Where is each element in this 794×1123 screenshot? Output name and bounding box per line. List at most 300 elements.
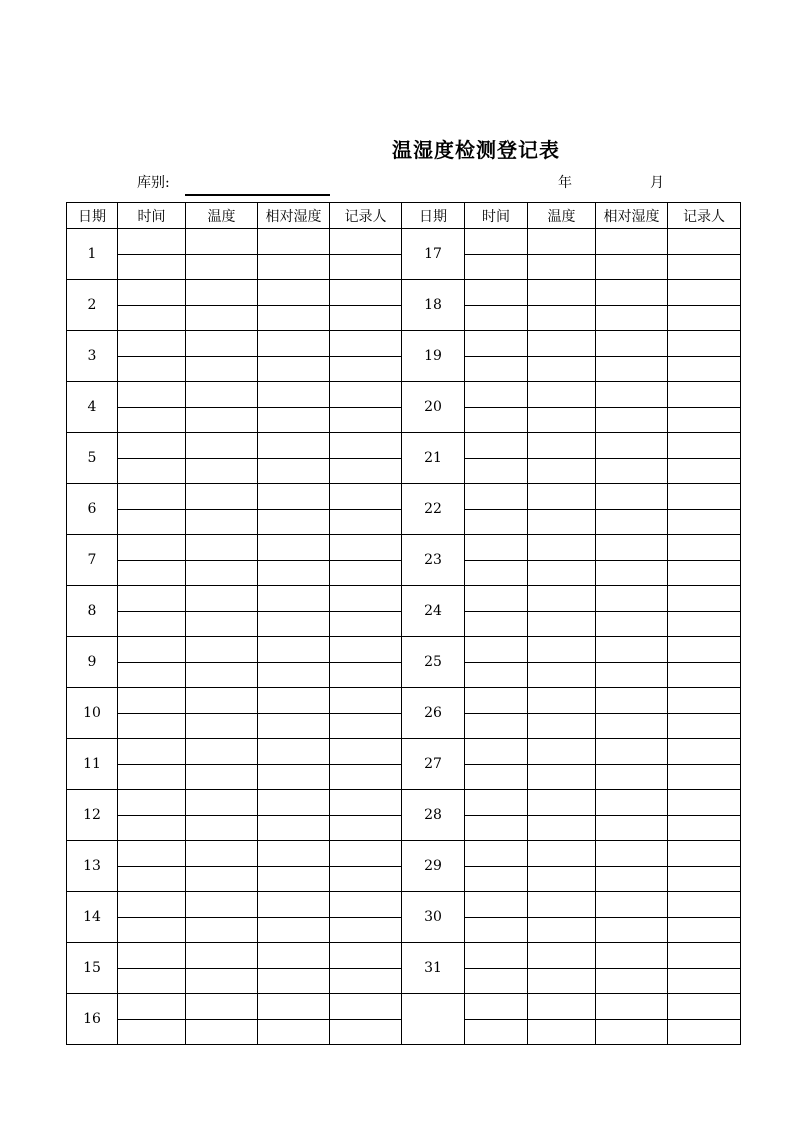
humidity-cell[interactable]: [258, 662, 330, 688]
humidity-cell[interactable]: [258, 382, 330, 408]
time-cell[interactable]: [118, 892, 186, 918]
day-cell-right: 22: [402, 484, 465, 535]
temperature-cell[interactable]: [186, 994, 258, 1020]
time-cell[interactable]: [118, 994, 186, 1020]
humidity-cell[interactable]: [596, 535, 668, 561]
table-row: [67, 280, 741, 306]
time-cell[interactable]: [118, 764, 186, 790]
time-cell[interactable]: [118, 688, 186, 714]
recorder-cell[interactable]: [330, 433, 402, 459]
time-cell[interactable]: [465, 280, 528, 306]
temperature-cell[interactable]: [186, 764, 258, 790]
time-cell[interactable]: [118, 305, 186, 331]
time-cell[interactable]: [465, 229, 528, 255]
humidity-cell[interactable]: [596, 254, 668, 280]
recorder-cell[interactable]: [330, 790, 402, 816]
table-row: [67, 535, 741, 561]
day-cell-left: 16: [67, 994, 118, 1045]
time-cell[interactable]: [465, 943, 528, 969]
humidity-cell[interactable]: [258, 484, 330, 510]
temperature-cell[interactable]: [186, 968, 258, 994]
temperature-cell[interactable]: [186, 509, 258, 535]
time-cell[interactable]: [465, 509, 528, 535]
temperature-cell[interactable]: [528, 535, 596, 561]
temperature-cell[interactable]: [528, 917, 596, 943]
recorder-cell[interactable]: [330, 611, 402, 637]
recorder-cell[interactable]: [330, 458, 402, 484]
recorder-cell[interactable]: [330, 1019, 402, 1045]
humidity-cell[interactable]: [258, 560, 330, 586]
humidity-cell[interactable]: [258, 994, 330, 1020]
recorder-cell[interactable]: [330, 917, 402, 943]
temperature-cell[interactable]: [528, 943, 596, 969]
time-cell[interactable]: [118, 407, 186, 433]
temperature-cell[interactable]: [186, 790, 258, 816]
recorder-cell[interactable]: [330, 892, 402, 918]
temperature-cell[interactable]: [528, 739, 596, 765]
recorder-cell[interactable]: [668, 968, 741, 994]
recorder-cell[interactable]: [330, 994, 402, 1020]
humidity-cell[interactable]: [596, 790, 668, 816]
temperature-cell[interactable]: [186, 280, 258, 306]
time-cell[interactable]: [118, 1019, 186, 1045]
day-cell-right: 21: [402, 433, 465, 484]
time-cell[interactable]: [465, 382, 528, 408]
table-row: [67, 688, 741, 714]
day-cell-right: 30: [402, 892, 465, 943]
humidity-cell[interactable]: [258, 790, 330, 816]
recorder-cell[interactable]: [330, 637, 402, 663]
humidity-cell[interactable]: [258, 739, 330, 765]
humidity-cell[interactable]: [258, 433, 330, 459]
recorder-cell[interactable]: [668, 535, 741, 561]
temperature-cell[interactable]: [528, 764, 596, 790]
temperature-cell[interactable]: [186, 637, 258, 663]
time-cell[interactable]: [118, 713, 186, 739]
humidity-cell[interactable]: [258, 458, 330, 484]
humidity-cell[interactable]: [596, 892, 668, 918]
recorder-cell[interactable]: [668, 433, 741, 459]
recorder-cell[interactable]: [330, 713, 402, 739]
recorder-cell[interactable]: [668, 943, 741, 969]
humidity-cell[interactable]: [596, 1019, 668, 1045]
day-cell-right: 26: [402, 688, 465, 739]
temperature-cell[interactable]: [528, 560, 596, 586]
temperature-cell[interactable]: [186, 382, 258, 408]
temperature-cell[interactable]: [186, 943, 258, 969]
time-cell[interactable]: [465, 866, 528, 892]
humidity-cell[interactable]: [596, 841, 668, 867]
temperature-cell[interactable]: [528, 407, 596, 433]
day-cell-right: 19: [402, 331, 465, 382]
temperature-cell[interactable]: [528, 229, 596, 255]
table-row: [67, 586, 741, 612]
time-cell[interactable]: [465, 1019, 528, 1045]
recorder-cell[interactable]: [330, 662, 402, 688]
recorder-cell[interactable]: [668, 509, 741, 535]
temperature-cell[interactable]: [528, 815, 596, 841]
recorder-cell[interactable]: [330, 407, 402, 433]
day-cell-left: 10: [67, 688, 118, 739]
table-row: [67, 892, 741, 918]
temperature-cell[interactable]: [528, 790, 596, 816]
recorder-cell[interactable]: [330, 943, 402, 969]
time-cell[interactable]: [465, 484, 528, 510]
temperature-cell[interactable]: [186, 866, 258, 892]
temperature-cell[interactable]: [528, 458, 596, 484]
temperature-cell[interactable]: [186, 1019, 258, 1045]
recorder-cell[interactable]: [330, 382, 402, 408]
recorder-cell[interactable]: [668, 841, 741, 867]
time-cell[interactable]: [465, 458, 528, 484]
temperature-cell[interactable]: [528, 637, 596, 663]
humidity-cell[interactable]: [258, 943, 330, 969]
recorder-cell[interactable]: [330, 866, 402, 892]
time-cell[interactable]: [118, 815, 186, 841]
temperature-cell[interactable]: [186, 815, 258, 841]
temperature-cell[interactable]: [186, 841, 258, 867]
recorder-cell[interactable]: [668, 356, 741, 382]
humidity-cell[interactable]: [596, 433, 668, 459]
time-cell[interactable]: [118, 586, 186, 612]
time-cell[interactable]: [118, 560, 186, 586]
temperature-cell[interactable]: [528, 866, 596, 892]
recorder-cell[interactable]: [330, 739, 402, 765]
table-row: [67, 739, 741, 765]
humidity-cell[interactable]: [596, 458, 668, 484]
humidity-cell[interactable]: [258, 637, 330, 663]
temperature-cell[interactable]: [186, 305, 258, 331]
recorder-cell[interactable]: [668, 815, 741, 841]
humidity-cell[interactable]: [258, 586, 330, 612]
humidity-cell[interactable]: [258, 356, 330, 382]
time-cell[interactable]: [118, 943, 186, 969]
day-cell-right: 24: [402, 586, 465, 637]
temperature-cell[interactable]: [186, 407, 258, 433]
day-cell-right: 20: [402, 382, 465, 433]
time-cell[interactable]: [118, 331, 186, 357]
temperature-cell[interactable]: [528, 586, 596, 612]
recorder-cell[interactable]: [668, 917, 741, 943]
recorder-cell[interactable]: [330, 968, 402, 994]
time-cell[interactable]: [118, 280, 186, 306]
time-cell[interactable]: [465, 586, 528, 612]
temperature-cell[interactable]: [186, 586, 258, 612]
day-cell-left: 12: [67, 790, 118, 841]
recorder-cell[interactable]: [330, 560, 402, 586]
day-cell-left: 9: [67, 637, 118, 688]
day-cell-left: 13: [67, 841, 118, 892]
humidity-cell[interactable]: [258, 509, 330, 535]
recorder-cell[interactable]: [668, 586, 741, 612]
recorder-cell[interactable]: [668, 560, 741, 586]
humidity-cell[interactable]: [596, 917, 668, 943]
humidity-cell[interactable]: [258, 866, 330, 892]
recorder-cell[interactable]: [668, 892, 741, 918]
day-cell-left: 1: [67, 229, 118, 280]
time-cell[interactable]: [118, 356, 186, 382]
recorder-cell[interactable]: [330, 280, 402, 306]
temperature-cell[interactable]: [528, 254, 596, 280]
time-cell[interactable]: [118, 254, 186, 280]
time-cell[interactable]: [465, 331, 528, 357]
humidity-cell[interactable]: [596, 611, 668, 637]
temperature-cell[interactable]: [528, 484, 596, 510]
humidity-cell[interactable]: [596, 305, 668, 331]
time-cell[interactable]: [465, 994, 528, 1020]
time-cell[interactable]: [465, 688, 528, 714]
humidity-cell[interactable]: [258, 331, 330, 357]
humidity-cell[interactable]: [258, 815, 330, 841]
header-temperature: 温度: [186, 203, 258, 229]
recorder-cell[interactable]: [330, 484, 402, 510]
temperature-cell[interactable]: [528, 382, 596, 408]
temperature-cell[interactable]: [528, 688, 596, 714]
temperature-cell[interactable]: [528, 331, 596, 357]
temperature-cell[interactable]: [528, 994, 596, 1020]
time-cell[interactable]: [118, 917, 186, 943]
recorder-cell[interactable]: [668, 790, 741, 816]
humidity-cell[interactable]: [596, 713, 668, 739]
temperature-cell[interactable]: [186, 739, 258, 765]
time-cell[interactable]: [465, 637, 528, 663]
humidity-cell[interactable]: [258, 305, 330, 331]
temperature-cell[interactable]: [528, 968, 596, 994]
time-cell[interactable]: [465, 433, 528, 459]
day-cell-left: 4: [67, 382, 118, 433]
recorder-cell[interactable]: [330, 841, 402, 867]
humidity-cell[interactable]: [596, 331, 668, 357]
table-row: [67, 637, 741, 663]
page-title: 温湿度检测登记表: [392, 138, 560, 162]
humidity-cell[interactable]: [258, 892, 330, 918]
recorder-cell[interactable]: [668, 305, 741, 331]
humidity-cell[interactable]: [258, 280, 330, 306]
temperature-cell[interactable]: [528, 305, 596, 331]
day-cell-left: 5: [67, 433, 118, 484]
time-cell[interactable]: [465, 739, 528, 765]
temperature-cell[interactable]: [528, 433, 596, 459]
humidity-cell[interactable]: [258, 688, 330, 714]
time-cell[interactable]: [118, 382, 186, 408]
recorder-cell[interactable]: [668, 662, 741, 688]
humidity-cell[interactable]: [258, 713, 330, 739]
time-cell[interactable]: [118, 841, 186, 867]
table-row: [67, 433, 741, 459]
time-cell[interactable]: [465, 407, 528, 433]
humidity-cell[interactable]: [596, 484, 668, 510]
temperature-cell[interactable]: [186, 484, 258, 510]
humidity-cell[interactable]: [596, 739, 668, 765]
time-cell[interactable]: [465, 662, 528, 688]
time-cell[interactable]: [465, 535, 528, 561]
recorder-cell[interactable]: [668, 484, 741, 510]
temperature-cell[interactable]: [186, 611, 258, 637]
day-cell-right: 23: [402, 535, 465, 586]
time-cell[interactable]: [118, 739, 186, 765]
humidity-cell[interactable]: [596, 509, 668, 535]
humidity-cell[interactable]: [258, 841, 330, 867]
recorder-cell[interactable]: [330, 688, 402, 714]
humidity-cell[interactable]: [596, 943, 668, 969]
time-cell[interactable]: [465, 841, 528, 867]
recorder-cell[interactable]: [668, 713, 741, 739]
warehouse-field-line[interactable]: [185, 194, 330, 196]
humidity-cell[interactable]: [258, 1019, 330, 1045]
recorder-cell[interactable]: [668, 254, 741, 280]
warehouse-label: 库别:: [137, 175, 170, 191]
humidity-cell[interactable]: [258, 407, 330, 433]
recorder-cell[interactable]: [330, 764, 402, 790]
recorder-cell[interactable]: [668, 637, 741, 663]
humidity-cell[interactable]: [596, 586, 668, 612]
time-cell[interactable]: [118, 790, 186, 816]
time-cell[interactable]: [118, 535, 186, 561]
temperature-cell[interactable]: [528, 611, 596, 637]
humidity-cell[interactable]: [258, 254, 330, 280]
humidity-cell[interactable]: [596, 229, 668, 255]
temperature-cell[interactable]: [186, 892, 258, 918]
header-temperature-2: 温度: [528, 203, 596, 229]
recorder-cell[interactable]: [668, 331, 741, 357]
day-cell-left: 11: [67, 739, 118, 790]
humidity-cell[interactable]: [258, 229, 330, 255]
humidity-cell[interactable]: [596, 968, 668, 994]
recorder-cell[interactable]: [330, 815, 402, 841]
temperature-cell[interactable]: [186, 713, 258, 739]
temperature-cell[interactable]: [186, 356, 258, 382]
temperature-cell[interactable]: [528, 1019, 596, 1045]
temperature-cell[interactable]: [528, 713, 596, 739]
time-cell[interactable]: [465, 815, 528, 841]
humidity-cell[interactable]: [596, 637, 668, 663]
recorder-cell[interactable]: [668, 458, 741, 484]
humidity-cell[interactable]: [596, 815, 668, 841]
humidity-cell[interactable]: [596, 382, 668, 408]
day-cell-left: 15: [67, 943, 118, 994]
recorder-cell[interactable]: [668, 407, 741, 433]
time-cell[interactable]: [118, 433, 186, 459]
humidity-cell[interactable]: [258, 611, 330, 637]
humidity-cell[interactable]: [596, 560, 668, 586]
humidity-cell[interactable]: [596, 688, 668, 714]
temperature-cell[interactable]: [186, 229, 258, 255]
time-cell[interactable]: [465, 917, 528, 943]
time-cell[interactable]: [465, 560, 528, 586]
time-cell[interactable]: [118, 509, 186, 535]
humidity-cell[interactable]: [258, 764, 330, 790]
temperature-cell[interactable]: [528, 662, 596, 688]
time-cell[interactable]: [118, 637, 186, 663]
recorder-cell[interactable]: [668, 764, 741, 790]
humidity-cell[interactable]: [258, 917, 330, 943]
time-cell[interactable]: [118, 968, 186, 994]
recorder-cell[interactable]: [668, 994, 741, 1020]
recorder-cell[interactable]: [668, 1019, 741, 1045]
day-cell-left: 2: [67, 280, 118, 331]
time-cell[interactable]: [465, 892, 528, 918]
humidity-cell[interactable]: [596, 662, 668, 688]
humidity-cell[interactable]: [596, 407, 668, 433]
time-cell[interactable]: [465, 356, 528, 382]
recorder-cell[interactable]: [668, 739, 741, 765]
recorder-cell[interactable]: [330, 254, 402, 280]
time-cell[interactable]: [118, 458, 186, 484]
header-time: 时间: [118, 203, 186, 229]
temperature-cell[interactable]: [186, 535, 258, 561]
time-cell[interactable]: [465, 968, 528, 994]
time-cell[interactable]: [465, 305, 528, 331]
temperature-cell[interactable]: [186, 331, 258, 357]
recorder-cell[interactable]: [330, 229, 402, 255]
temperature-cell[interactable]: [186, 917, 258, 943]
header-recorder: 记录人: [330, 203, 402, 229]
recorder-cell[interactable]: [668, 688, 741, 714]
recorder-cell[interactable]: [668, 866, 741, 892]
humidity-cell[interactable]: [596, 764, 668, 790]
recorder-cell[interactable]: [330, 586, 402, 612]
time-cell[interactable]: [465, 611, 528, 637]
humidity-cell[interactable]: [596, 356, 668, 382]
recorder-cell[interactable]: [668, 229, 741, 255]
table-row: [67, 994, 741, 1020]
header-date: 日期: [67, 203, 118, 229]
time-cell[interactable]: [118, 229, 186, 255]
recorder-cell[interactable]: [330, 509, 402, 535]
recorder-cell[interactable]: [668, 280, 741, 306]
time-cell[interactable]: [118, 866, 186, 892]
time-cell[interactable]: [465, 254, 528, 280]
temperature-cell[interactable]: [528, 509, 596, 535]
recorder-cell[interactable]: [330, 535, 402, 561]
temperature-cell[interactable]: [186, 662, 258, 688]
temperature-cell[interactable]: [528, 356, 596, 382]
time-cell[interactable]: [118, 611, 186, 637]
humidity-cell[interactable]: [258, 968, 330, 994]
temperature-cell[interactable]: [186, 254, 258, 280]
humidity-cell[interactable]: [258, 535, 330, 561]
day-cell-left: 8: [67, 586, 118, 637]
day-cell-right: 18: [402, 280, 465, 331]
day-cell-left: 3: [67, 331, 118, 382]
recorder-cell[interactable]: [668, 382, 741, 408]
humidity-cell[interactable]: [596, 280, 668, 306]
table-row: [67, 790, 741, 816]
temperature-cell[interactable]: [528, 892, 596, 918]
time-cell[interactable]: [465, 764, 528, 790]
temperature-cell[interactable]: [528, 280, 596, 306]
table-row: [67, 841, 741, 867]
recorder-cell[interactable]: [330, 331, 402, 357]
temperature-cell[interactable]: [186, 560, 258, 586]
recorder-cell[interactable]: [330, 305, 402, 331]
day-cell-right: 29: [402, 841, 465, 892]
header-humidity: 相对湿度: [258, 203, 330, 229]
temperature-cell[interactable]: [528, 841, 596, 867]
humidity-cell[interactable]: [596, 994, 668, 1020]
time-cell[interactable]: [118, 662, 186, 688]
humidity-cell[interactable]: [596, 866, 668, 892]
time-cell[interactable]: [465, 713, 528, 739]
temperature-cell[interactable]: [186, 433, 258, 459]
header-humidity-2: 相对湿度: [596, 203, 668, 229]
recorder-cell[interactable]: [330, 356, 402, 382]
temperature-cell[interactable]: [186, 688, 258, 714]
temperature-cell[interactable]: [186, 458, 258, 484]
time-cell[interactable]: [118, 484, 186, 510]
recorder-cell[interactable]: [668, 611, 741, 637]
time-cell[interactable]: [465, 790, 528, 816]
